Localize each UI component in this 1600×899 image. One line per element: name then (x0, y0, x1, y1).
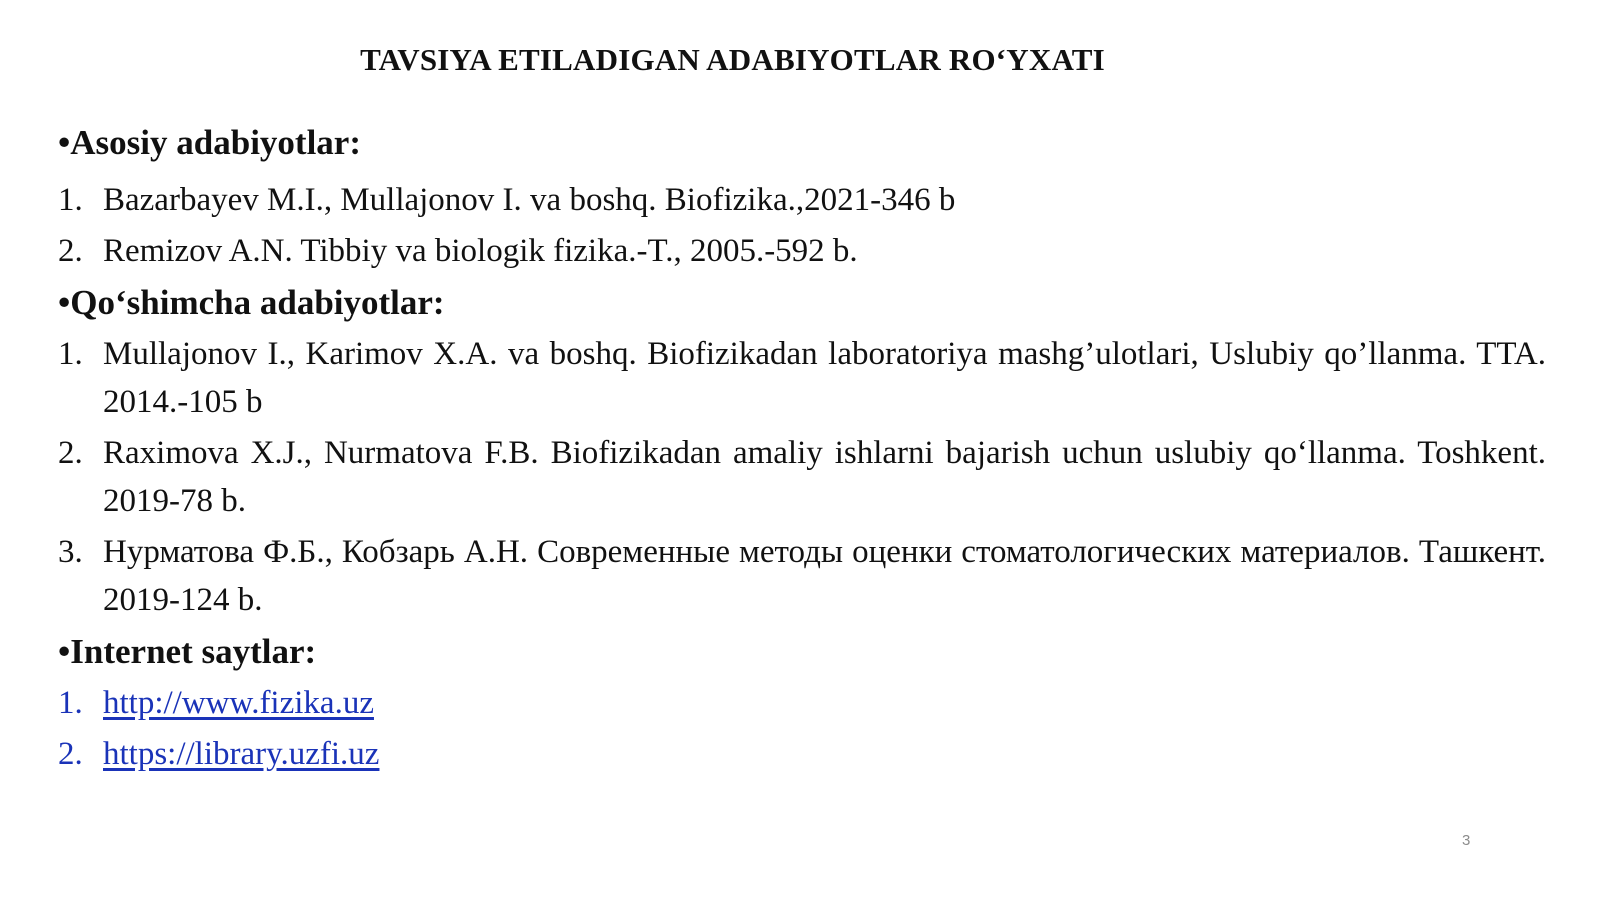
list-item-text: Raximova X.J., Nurmatova F.B. Biofizikadan amaliy ishlarni bajarish uchun uslubiy qo‘llanma. Toshkent. 2019-78 b. (103, 435, 1546, 519)
list-item-number: 2. (58, 435, 83, 471)
list-item (58, 330, 1546, 426)
list-item-number: 3. (58, 534, 83, 570)
list-item (58, 227, 1546, 275)
list-item-text: Remizov A.N. Tibbiy va biologik fizika.-T., 2005.-592 b. (103, 233, 858, 269)
list-item (58, 679, 1546, 727)
list-item (58, 429, 1546, 525)
section-heading-internet-label: Internet saytlar: (70, 632, 317, 671)
section-heading-main-label: Asosiy adabiyotlar: (70, 123, 361, 162)
slide-title: TAVSIYA ETILADIGAN ADABIYOTLAR RO‘YXATI (360, 42, 1105, 77)
list-item-number: 2. (58, 233, 83, 269)
list-item-number: 2. (58, 736, 83, 772)
section-heading-extra (58, 278, 1546, 328)
slide-content (58, 118, 1546, 781)
section-heading-internet (58, 627, 1546, 677)
main-literature-list (58, 176, 1546, 275)
bullet-icon: • (58, 632, 71, 671)
internet-sites-list (58, 679, 1546, 778)
section-heading-extra-label: Qo‘shimcha adabiyotlar: (70, 283, 445, 322)
bullet-icon: • (58, 283, 71, 322)
list-item-number: 1. (58, 182, 83, 218)
list-item-text: Bazarbayev M.I., Mullajonov I. va boshq. Biofizika.,2021-346 b (103, 182, 956, 218)
list-item-number: 1. (58, 685, 83, 721)
list-item-text: Нурматова Ф.Б., Кобзарь А.Н. Современные методы оценки стоматологических материалов. Ташкент. 2019-124 b. (103, 534, 1546, 618)
list-item (58, 730, 1546, 778)
list-item-number: 1. (58, 336, 83, 372)
list-item (58, 528, 1546, 624)
page-number: 3 (1462, 832, 1471, 849)
extra-literature-list (58, 330, 1546, 624)
link-library[interactable]: https://library.uzfi.uz (103, 736, 380, 772)
bullet-icon: • (58, 123, 71, 162)
link-fizika[interactable]: http://www.fizika.uz (103, 685, 374, 721)
section-heading-main (58, 118, 1546, 168)
list-item-text: Mullajonov I., Karimov X.A. va boshq. Biofizikadan laboratoriya mashg’ulotlari, Uslubiy qo’llanma. TTA. 2014.-105 b (103, 336, 1546, 420)
list-item (58, 176, 1546, 224)
